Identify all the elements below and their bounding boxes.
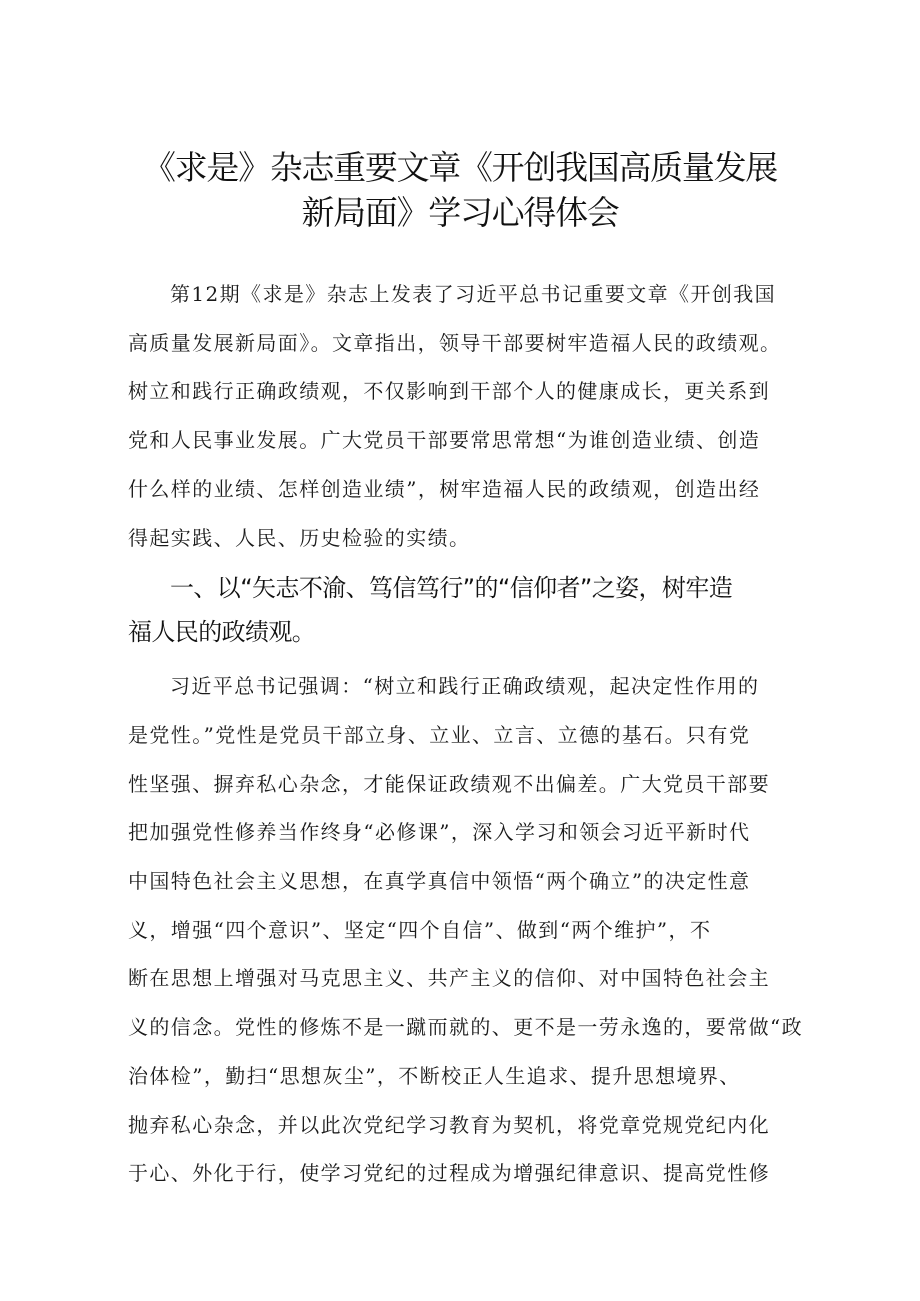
paragraph-line: 党和人民事业发展。广大党员干部要常思常想“为谁创造业绩、创造 bbox=[128, 428, 761, 453]
paragraph-line: 习近平总书记强调：“树立和践行正确政绩观，起决定性作用的 bbox=[170, 674, 760, 699]
paragraph-line: 高质量发展新局面》。文章指出，领导干部要树牢造福人民的政绩观。 bbox=[128, 330, 782, 355]
paragraph-line: 把加强党性修养当作终身“必修课”，深入学习和领会习近平新时代 bbox=[128, 820, 751, 845]
paragraph-line: 抛弃私心杂念，并以此次党纪学习教育为契机，将党章党规党纪内化 bbox=[128, 1112, 770, 1137]
document-title bbox=[128, 145, 792, 235]
paragraph-line: 于心、外化于行，使学习党纪的过程成为增强纪律意识、提高党性修 bbox=[128, 1161, 770, 1186]
paragraph-line: 性坚强、摒弃私心杂念，才能保证政绩观不出偏差。广大党员干部要 bbox=[128, 771, 770, 796]
title-line: 《求是》杂志重要文章《开创我国高质量发展 bbox=[142, 148, 777, 187]
paragraph-line: 义，增强“四个意识”、坚定“四个自信”、做到“两个维护”，不 bbox=[128, 917, 712, 942]
section1-paragraph bbox=[128, 662, 804, 1198]
title-line: 新局面》学习心得体会 bbox=[301, 193, 619, 232]
paragraph-line: 治体检”，勤扫“思想灰尘”，不断校正人生追求、提升思想境界、 bbox=[128, 1063, 741, 1088]
paragraph-line: 中国特色社会主义思想，在真学真信中领悟“两个确立”的决定性意 bbox=[128, 869, 751, 894]
section-heading-1 bbox=[128, 566, 792, 654]
paragraph-line: 树立和践行正确政绩观，不仅影响到干部个人的健康成长，更关系到 bbox=[128, 379, 770, 404]
paragraph-line: 第12期《求是》杂志上发表了习近平总书记重要文章《开创我国 bbox=[170, 282, 777, 306]
intro-paragraph bbox=[128, 270, 792, 562]
paragraph-line: 是党性。”党性是党员干部立身、立业、立言、立德的基石。只有党 bbox=[128, 722, 751, 747]
paragraph-line: 义的信念。党性的修炼不是一蹴而就的、更不是一劳永逸的，要常做“政 bbox=[128, 1015, 804, 1040]
heading-line: 一、以“矢志不渝、笃信笃行”的“信仰者”之姿，树牢造 bbox=[170, 574, 733, 603]
paragraph-line: 断在思想上增强对马克思主义、共产主义的信仰、对中国特色社会主 bbox=[128, 966, 770, 991]
heading-line: 福人民的政绩观。 bbox=[128, 618, 316, 647]
paragraph-line: 得起实践、人民、历史检验的实绩。 bbox=[128, 525, 471, 550]
paragraph-line: 什么样的业绩、怎样创造业绩”，树牢造福人民的政绩观，创造出经 bbox=[128, 476, 761, 501]
